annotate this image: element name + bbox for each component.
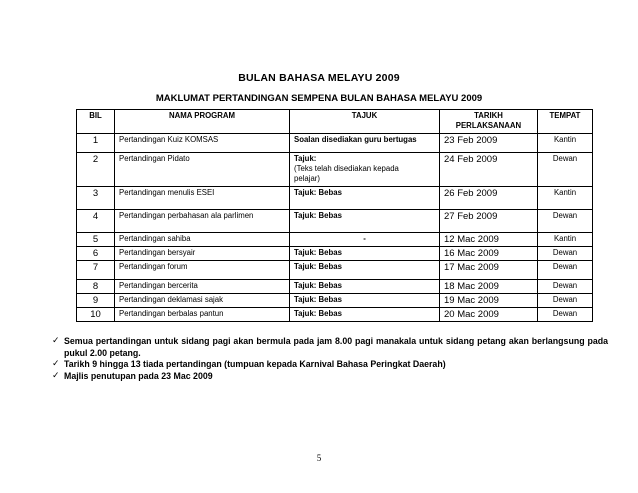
cell-bil: 10 — [77, 308, 115, 322]
cell-tajuk: Tajuk: Bebas — [290, 210, 440, 233]
table-row — [77, 210, 593, 233]
cell-tajuk — [290, 153, 440, 187]
check-icon: ✓ — [52, 359, 60, 369]
cell-program: Pertandingan menulis ESEI — [115, 187, 290, 210]
header-tarikh-line1: TARIKH — [474, 111, 503, 120]
table-row — [77, 233, 593, 247]
note-text: Majlis penutupan pada 23 Mac 2009 — [64, 370, 213, 381]
cell-bil: 1 — [77, 134, 115, 153]
cell-tajuk: Tajuk: Bebas — [290, 308, 440, 322]
tajuk-label: Tajuk: — [294, 154, 317, 163]
cell-tempat: Kantin — [538, 187, 593, 210]
header-tajuk: TAJUK — [290, 110, 440, 134]
cell-tajuk: Tajuk: Bebas — [290, 280, 440, 294]
cell-tarikh: 27 Feb 2009 — [440, 210, 538, 233]
check-icon: ✓ — [52, 336, 60, 346]
cell-tarikh: 23 Feb 2009 — [440, 134, 538, 153]
cell-program: Pertandingan forum — [115, 261, 290, 280]
table-row — [77, 153, 593, 187]
cell-tarikh: 18 Mac 2009 — [440, 280, 538, 294]
cell-bil: 9 — [77, 294, 115, 308]
table-row — [77, 261, 593, 280]
cell-tarikh: 17 Mac 2009 — [440, 261, 538, 280]
document-subtitle: MAKLUMAT PERTANDINGAN SEMPENA BULAN BAHASA MELAYU 2009 — [155, 93, 483, 104]
document-title: BULAN BAHASA MELAYU 2009 — [238, 72, 400, 84]
competition-table — [76, 109, 593, 322]
cell-tempat: Kantin — [538, 134, 593, 153]
tajuk-note-line1: (Teks telah disediakan kepada — [294, 164, 399, 173]
cell-program: Pertandingan Kuiz KOMSAS — [115, 134, 290, 153]
cell-bil: 3 — [77, 187, 115, 210]
header-bil: BIL — [77, 110, 115, 134]
tajuk-note-line2: pelajar) — [294, 174, 321, 183]
cell-program: Pertandingan deklamasi sajak — [115, 294, 290, 308]
cell-bil: 7 — [77, 261, 115, 280]
cell-bil: 6 — [77, 247, 115, 261]
cell-program: Pertandingan sahiba — [115, 233, 290, 247]
cell-tarikh: 26 Feb 2009 — [440, 187, 538, 210]
cell-tempat: Dewan — [538, 280, 593, 294]
cell-tempat: Dewan — [538, 294, 593, 308]
notes-list — [52, 336, 608, 382]
cell-program: Pertandingan perbahasan ala parlimen — [115, 210, 290, 233]
header-tarikh-line2: PERLAKSANAAN — [455, 121, 522, 130]
cell-tajuk: Tajuk: Bebas — [290, 247, 440, 261]
cell-program: Pertandingan berbalas pantun — [115, 308, 290, 322]
table-header-row — [77, 110, 593, 134]
page-number: 5 — [316, 453, 322, 463]
cell-bil: 5 — [77, 233, 115, 247]
cell-tajuk: Tajuk: Bebas — [290, 261, 440, 280]
cell-tempat: Dewan — [538, 261, 593, 280]
cell-tempat: Kantin — [538, 233, 593, 247]
note-text: Semua pertandingan untuk sidang pagi akan bermula pada jam 8.00 pagi manakala untuk sidang petang akan berlangsung pada pukul 2.00 petang. — [64, 336, 608, 358]
table-row — [77, 187, 593, 210]
table-row — [77, 308, 593, 322]
note-text: Tarikh 9 hingga 13 tiada pertandingan (tumpuan kepada Karnival Bahasa Peringkat Daerah) — [64, 359, 446, 369]
table-row — [77, 280, 593, 294]
cell-tajuk: Soalan disediakan guru bertugas — [290, 134, 440, 153]
note-item — [52, 371, 608, 383]
cell-tarikh: 20 Mac 2009 — [440, 308, 538, 322]
cell-tarikh: 24 Feb 2009 — [440, 153, 538, 187]
note-item — [52, 336, 608, 359]
cell-program: Pertandingan bercerita — [115, 280, 290, 294]
cell-bil: 8 — [77, 280, 115, 294]
header-tempat: TEMPAT — [538, 110, 593, 134]
cell-tajuk: Tajuk: Bebas — [290, 294, 440, 308]
cell-tajuk: - — [290, 233, 440, 247]
check-icon: ✓ — [52, 370, 60, 381]
cell-tempat: Dewan — [538, 210, 593, 233]
note-item — [52, 359, 608, 371]
header-nama-program: NAMA PROGRAM — [115, 110, 290, 134]
cell-tempat: Dewan — [538, 247, 593, 261]
cell-tempat: Dewan — [538, 153, 593, 187]
cell-tajuk: Tajuk: Bebas — [290, 187, 440, 210]
cell-tarikh: 12 Mac 2009 — [440, 233, 538, 247]
table-row — [77, 247, 593, 261]
table-row — [77, 134, 593, 153]
cell-tarikh: 19 Mac 2009 — [440, 294, 538, 308]
cell-tempat: Dewan — [538, 308, 593, 322]
cell-bil: 4 — [77, 210, 115, 233]
cell-program: Pertandingan Pidato — [115, 153, 290, 187]
cell-program: Pertandingan bersyair — [115, 247, 290, 261]
cell-tarikh: 16 Mac 2009 — [440, 247, 538, 261]
header-tarikh — [440, 110, 538, 134]
cell-bil: 2 — [77, 153, 115, 187]
table-row — [77, 294, 593, 308]
